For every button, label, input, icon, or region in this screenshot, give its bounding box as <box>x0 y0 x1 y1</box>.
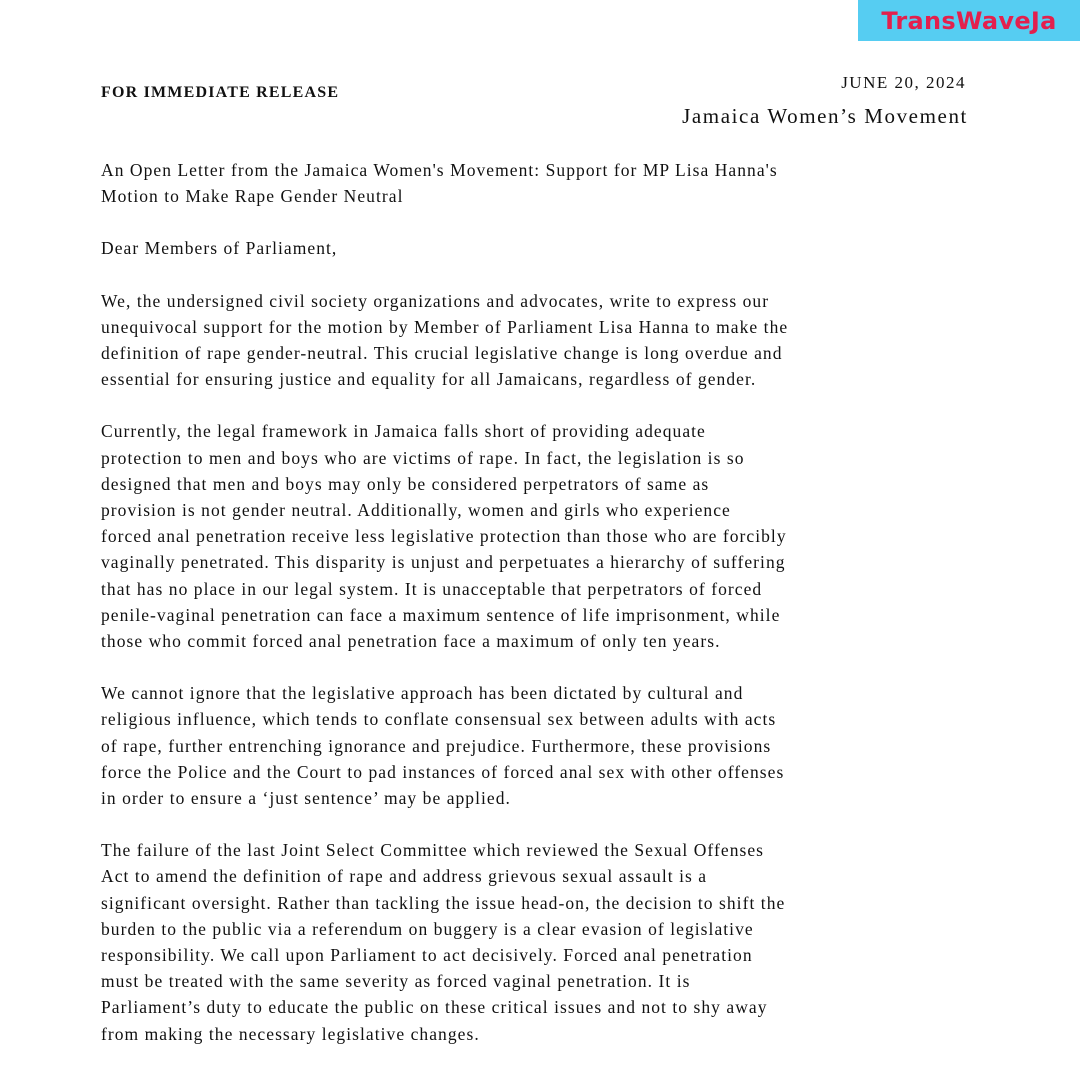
paragraph-line: force the Police and the Court to pad instances of forced anal sex with other offenses <box>101 761 785 782</box>
paragraph-legal-framework <box>101 418 1001 654</box>
organization-name: Jamaica Women’s Movement <box>682 104 968 128</box>
paragraph-line: unequivocal support for the motion by Member of Parliament Lisa Hanna to make the <box>101 316 789 337</box>
paragraph-line: religious influence, which tends to conflate consensual sex between adults with acts <box>101 709 777 730</box>
paragraph-line: protection to men and boys who are victims of rape. In fact, the legislation is so <box>101 447 745 468</box>
paragraph-line: from making the necessary legislative changes. <box>101 1023 480 1044</box>
paragraph-line: in order to ensure a ‘just sentence’ may be applied. <box>101 788 511 809</box>
paragraph-line: that has no place in our legal system. It is unacceptable that perpetrators of forced <box>101 578 763 599</box>
letter-title <box>101 157 1001 209</box>
paragraph-committee-failure <box>101 837 1001 1047</box>
letter-body <box>101 157 1001 1073</box>
release-date: JUNE 20, 2024 <box>841 73 966 92</box>
paragraph-line: of rape, further entrenching ignorance and prejudice. Furthermore, these provisions <box>101 735 772 756</box>
paragraph-line: Currently, the legal framework in Jamaica falls short of providing adequate <box>101 421 706 442</box>
paragraph-line: significant oversight. Rather than tackling the issue head-on, the decision to shift the <box>101 892 786 913</box>
paragraph-line: forced anal penetration receive less legislative protection than those who are forcibly <box>101 526 787 547</box>
paragraph-line: vaginally penetrated. This disparity is unjust and perpetuates a hierarchy of suffering <box>101 552 786 573</box>
paragraph-line: Act to amend the definition of rape and address grievous sexual assault is a <box>101 866 708 887</box>
paragraph-line: essential for ensuring justice and equality for all Jamaicans, regardless of gender. <box>101 369 757 390</box>
paragraph-line: The failure of the last Joint Select Committee which reviewed the Sexual Offenses <box>101 840 765 861</box>
paragraph-line: penile-vaginal penetration can face a maximum sentence of life imprisonment, while <box>101 604 781 625</box>
salutation: Dear Members of Parliament, <box>101 238 338 259</box>
paragraph-line: We cannot ignore that the legislative approach has been dictated by cultural and <box>101 683 744 704</box>
letter-title-line: An Open Letter from the Jamaica Women's Movement: Support for MP Lisa Hanna's <box>101 160 778 180</box>
letter-title-line: Motion to Make Rape Gender Neutral <box>101 186 404 207</box>
paragraph-line: responsibility. We call upon Parliament to act decisively. Forced anal penetration <box>101 945 753 966</box>
transwaveja-badge <box>858 0 1080 41</box>
paragraph-line: provision is not gender neutral. Additionally, women and girls who experience <box>101 500 731 521</box>
badge-text: TransWaveJa <box>881 6 1057 35</box>
paragraph-line: We, the undersigned civil society organizations and advocates, write to express our <box>101 290 770 311</box>
paragraph-cultural-influence <box>101 680 1001 811</box>
paragraph-line: designed that men and boys may only be considered perpetrators of same as <box>101 473 710 494</box>
release-label: FOR IMMEDIATE RELEASE <box>101 84 340 101</box>
paragraph-line: must be treated with the same severity as forced vaginal penetration. It is <box>101 971 691 992</box>
paragraph-support <box>101 288 1001 393</box>
paragraph-line: those who commit forced anal penetration face a maximum of only ten years. <box>101 631 721 652</box>
paragraph-line: Parliament’s duty to educate the public on these critical issues and not to shy away <box>101 997 768 1018</box>
paragraph-line: definition of rape gender-neutral. This crucial legislative change is long overdue and <box>101 343 783 364</box>
paragraph-line: burden to the public via a referendum on buggery is a clear evasion of legislative <box>101 918 754 939</box>
